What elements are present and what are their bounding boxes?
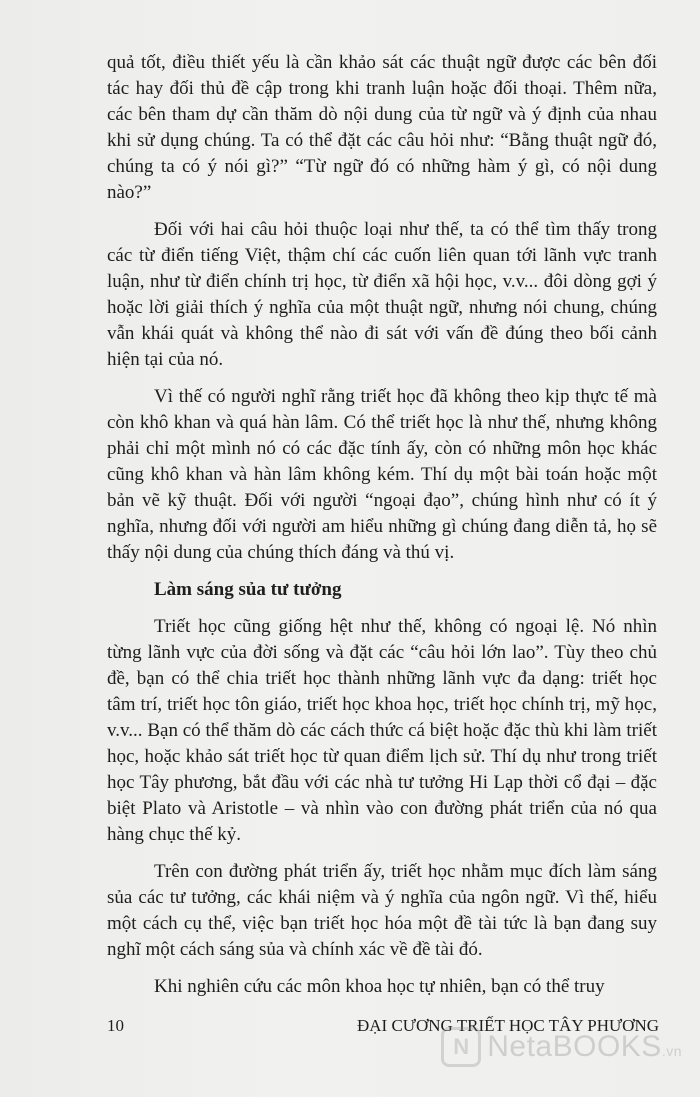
paragraph: Trên con đường phát triển ấy, triết học nhằm mục đích làm sáng sủa các tư tưởng, các khái niệm và ý nghĩa của ngôn ngữ. Vì thế, hiểu một cách cụ thể, việc bạn triết học hóa một đề tài tức là bạn đang suy nghĩ một cách sáng sủa và chính xác về đề tài đó. xyxy=(107,861,657,960)
section-heading: Làm sáng sủa tư tưởng xyxy=(154,579,342,600)
watermark-brand-name: NetaBOOKS xyxy=(487,1030,662,1063)
paragraph: Triết học cũng giống hệt như thế, không có ngoại lệ. Nó nhìn từng lãnh vực của đời sống và đặt các “câu hỏi lớn lao”. Tùy theo chủ đề, bạn có thể chia triết học thành những lãnh vực đa dạng: triết học tâm trí, triết học tôn giáo, triết học khoa học, triết học chính trị, mỹ học, v.v... Bạn có thể thăm dò các cách thức cá biệt hoặc đặc thù khi làm triết học, hoặc khảo sát triết học từ quan điểm lịch sử. Thí dụ như trong triết học Tây phương, bắt đầu với các nhà tư tưởng Hi Lạp thời cổ đại – đặc biệt Plato và Aristotle – và nhìn vào con đường phát triển của nó qua hàng chục thế kỷ. xyxy=(107,616,657,845)
paragraph: Đối với hai câu hỏi thuộc loại như thế, ta có thể tìm thấy trong các từ điển tiếng Việt, thậm chí các cuốn liên quan tới lãnh vực tranh luận, như từ điển chính trị học, từ điển xã hội học, v.v... đôi dòng gợi ý hoặc lời giải thích ý nghĩa của một thuật ngữ, nhưng nói chung, chúng vẫn khái quát và không thể nào đi sát với vấn đề đúng theo bối cảnh hiện tại của nó. xyxy=(107,219,657,370)
body-text xyxy=(107,50,657,1000)
netabooks-logo-icon: N xyxy=(441,1027,481,1067)
watermark-brand xyxy=(487,1030,682,1064)
paragraph-truncated: Khi nghiên cứu các môn khoa học tự nhiên, bạn có thể truy xyxy=(154,976,605,997)
paragraph: Vì thế có người nghĩ rằng triết học đã không theo kịp thực tế mà còn khô khan và quá hàn lâm. Có thể triết học là như thế, nhưng không phải chỉ một mình nó có các đặc tính ấy, còn có những môn học khác cũng khô khan và hàn lâm không kém. Thí dụ một bài toán hoặc một bản vẽ kỹ thuật. Đối với người “ngoại đạo”, chúng hình như có ít ý nghĩa, nhưng đối với người am hiểu những gì chúng đang diễn tả, họ sẽ thấy nội dung của chúng thích đáng và thú vị. xyxy=(107,386,657,563)
paragraph-continued: quả tốt, điều thiết yếu là cần khảo sát các thuật ngữ được các bên đối tác hay đối thủ đề cập trong khi tranh luận hoặc đối thoại. Thêm nữa, các bên tham dự cần thăm dò nội dung của từ ngữ và ý định của nhau khi sử dụng chúng. Ta có thể đặt các câu hỏi như: “Bằng thuật ngữ đó, chúng ta có ý nói gì?” “Từ ngữ đó có những hàm ý gì, có nội dung nào?” xyxy=(107,52,657,203)
watermark-brand-suffix: .vn xyxy=(661,1043,682,1059)
running-title: ĐẠI CƯƠNG TRIẾT HỌC TÂY PHƯƠNG xyxy=(356,1016,659,1035)
page-number: 10 xyxy=(107,1016,124,1035)
watermark xyxy=(441,1027,682,1067)
